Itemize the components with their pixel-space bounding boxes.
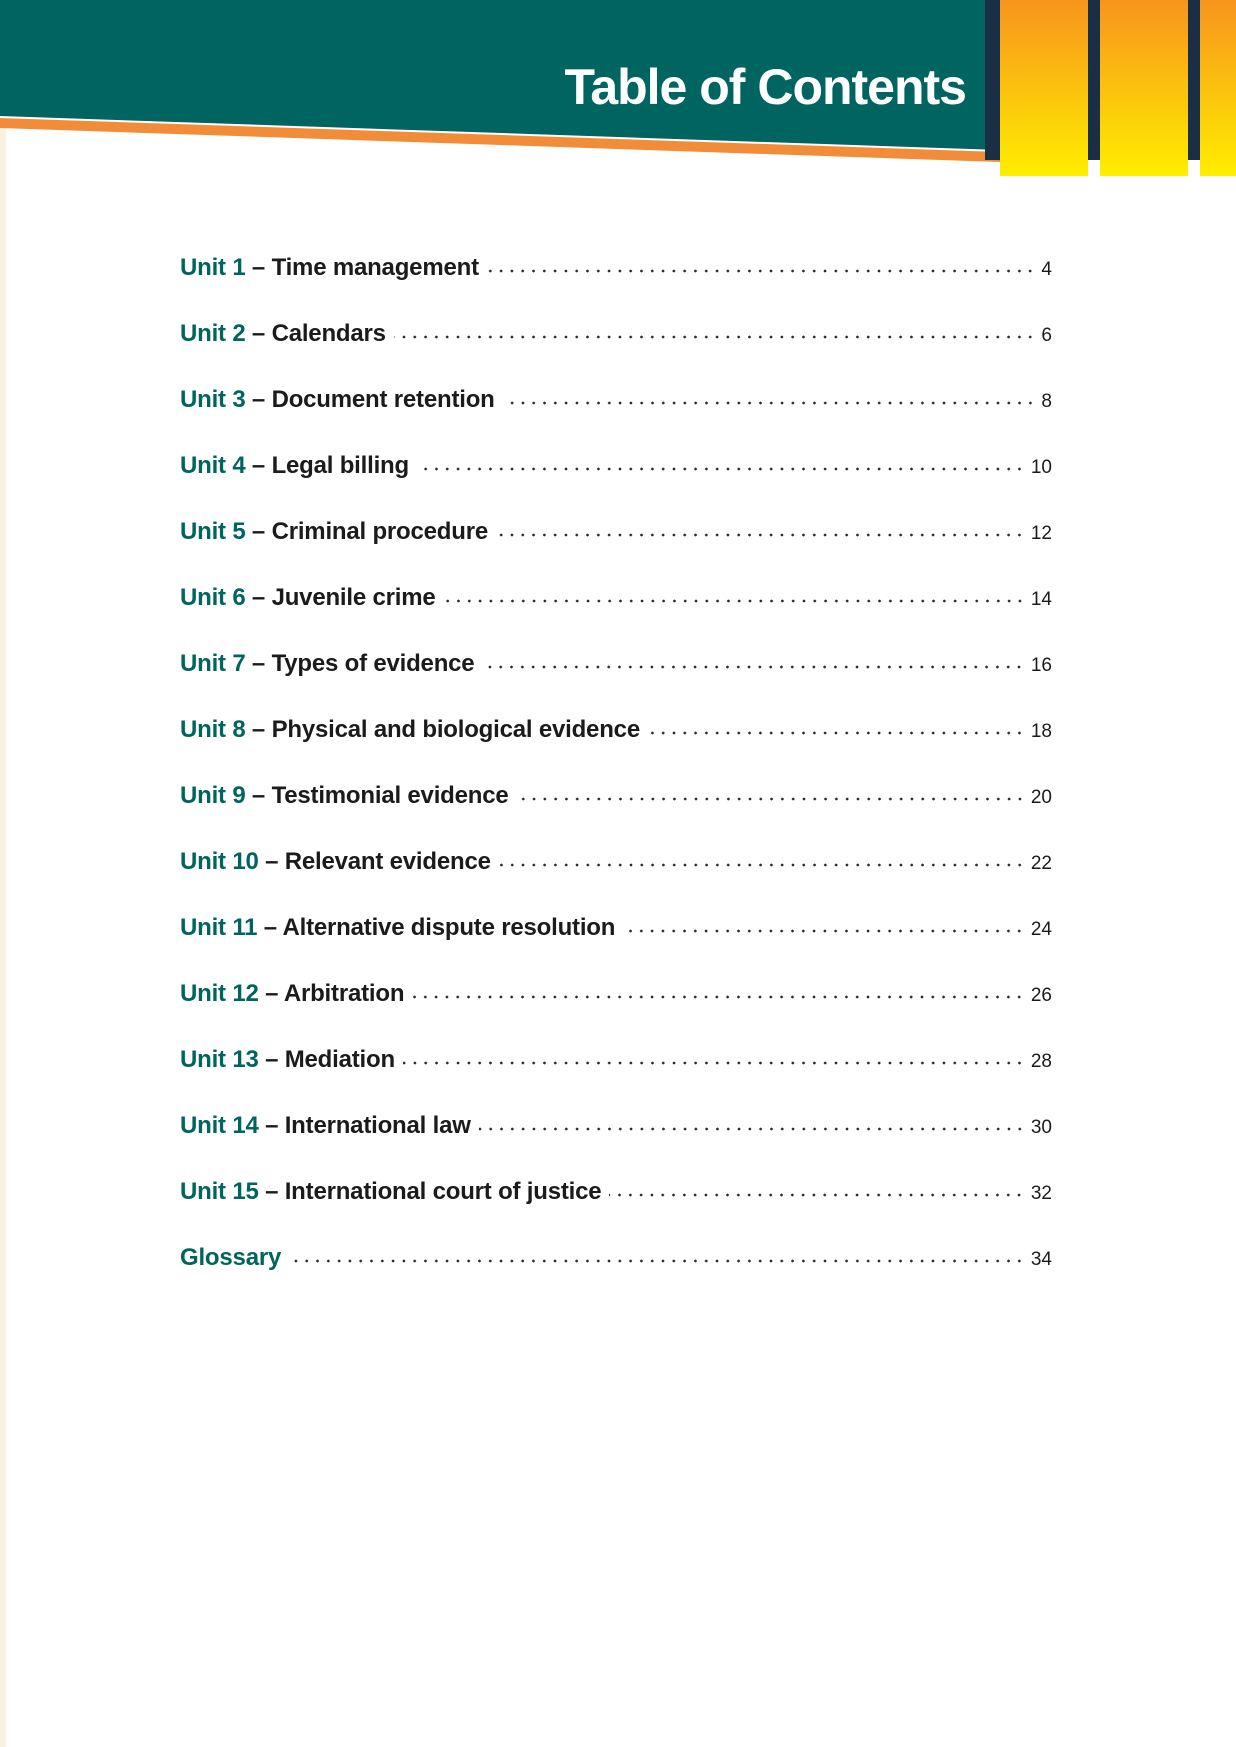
toc-entry-label	[180, 913, 615, 943]
toc-entry[interactable]	[180, 781, 1052, 847]
dot-leader	[609, 1193, 1024, 1197]
unit-title: Alternative dispute resolution	[282, 914, 616, 941]
toc-entry[interactable]	[180, 1177, 1052, 1243]
unit-separator: –	[258, 1112, 285, 1139]
unit-number: Unit 15	[180, 1178, 259, 1205]
toc-entry[interactable]	[180, 715, 1052, 781]
toc-entry[interactable]	[180, 253, 1052, 319]
toc-entry[interactable]	[180, 649, 1052, 715]
page-number: 8	[1041, 391, 1052, 412]
page-number: 22	[1030, 853, 1052, 874]
page-number: 34	[1030, 1249, 1052, 1270]
page-number: 26	[1030, 985, 1052, 1006]
dot-leader	[289, 1259, 1025, 1263]
page-number: 6	[1041, 325, 1052, 346]
page-title: Table of Contents	[564, 59, 966, 115]
dot-leader	[623, 929, 1025, 933]
toc-entry[interactable]	[180, 913, 1052, 979]
unit-separator: –	[258, 980, 284, 1007]
page-number: 4	[1041, 259, 1052, 280]
gold-stripe-3	[1200, 0, 1236, 176]
toc-entry-label	[180, 1045, 395, 1075]
table-of-contents	[180, 253, 1052, 1309]
unit-number: Glossary	[180, 1244, 282, 1271]
unit-title: Time management	[271, 254, 479, 281]
unit-separator: –	[257, 914, 283, 941]
toc-entry[interactable]	[180, 517, 1052, 583]
toc-entry[interactable]	[180, 847, 1052, 913]
page-number: 10	[1030, 457, 1052, 478]
toc-entry-label	[180, 1243, 281, 1273]
toc-entry[interactable]	[180, 583, 1052, 649]
dot-leader	[403, 1061, 1025, 1065]
unit-title: Criminal procedure	[271, 518, 489, 545]
unit-title: Mediation	[284, 1046, 395, 1073]
unit-number: Unit 6	[180, 584, 246, 611]
unit-number: Unit 14	[180, 1112, 259, 1139]
unit-title: Juvenile crime	[271, 584, 436, 611]
page-number: 30	[1030, 1117, 1052, 1138]
page-number: 20	[1030, 787, 1052, 808]
toc-entry[interactable]	[180, 979, 1052, 1045]
gold-stripe-1	[1000, 0, 1088, 176]
unit-number: Unit 11	[180, 914, 258, 941]
dot-leader	[482, 665, 1024, 669]
toc-entry-label	[180, 451, 409, 481]
page-number: 14	[1030, 589, 1052, 610]
toc-entry-label	[180, 1177, 601, 1207]
toc-entry[interactable]	[180, 1243, 1052, 1309]
page-number: 18	[1030, 721, 1052, 742]
unit-separator: –	[258, 848, 285, 875]
toc-entry-label	[180, 319, 386, 349]
dot-leader	[499, 863, 1025, 867]
unit-number: Unit 12	[180, 980, 259, 1007]
unit-number: Unit 3	[180, 386, 246, 413]
dot-leader	[394, 335, 1036, 339]
dot-leader	[648, 731, 1025, 735]
unit-separator: –	[245, 386, 272, 413]
toc-entry-label	[180, 517, 488, 547]
toc-entry-label	[180, 847, 491, 877]
unit-separator: –	[245, 254, 272, 281]
unit-separator: –	[245, 518, 272, 545]
dot-leader	[517, 797, 1025, 801]
unit-title: Legal billing	[271, 452, 409, 479]
dot-leader	[487, 269, 1036, 273]
toc-entry-label	[180, 715, 640, 745]
dot-leader	[412, 995, 1025, 999]
unit-separator: –	[245, 452, 272, 479]
dot-leader	[479, 1127, 1025, 1131]
toc-entry-label	[180, 649, 474, 679]
dot-leader	[503, 401, 1036, 405]
toc-entry[interactable]	[180, 451, 1052, 517]
toc-entry-label	[180, 781, 509, 811]
unit-separator: –	[245, 650, 272, 677]
toc-entry[interactable]	[180, 1111, 1052, 1177]
toc-entry-label	[180, 979, 404, 1009]
unit-number: Unit 10	[180, 848, 259, 875]
unit-separator: –	[245, 716, 272, 743]
toc-entry[interactable]	[180, 319, 1052, 385]
unit-separator: –	[258, 1046, 285, 1073]
unit-title: Arbitration	[283, 980, 405, 1007]
gold-stripe-2	[1100, 0, 1188, 176]
unit-title: International law	[284, 1112, 471, 1139]
toc-entry[interactable]	[180, 1045, 1052, 1111]
unit-title: Physical and biological evidence	[271, 716, 640, 743]
dot-leader	[417, 467, 1025, 471]
unit-number: Unit 13	[180, 1046, 259, 1073]
unit-number: Unit 4	[180, 452, 246, 479]
unit-title: Calendars	[271, 320, 386, 347]
unit-number: Unit 9	[180, 782, 246, 809]
dot-leader	[444, 599, 1025, 603]
unit-title: International court of justice	[284, 1178, 602, 1205]
toc-entry-label	[180, 385, 495, 415]
unit-number: Unit 7	[180, 650, 246, 677]
unit-title: Testimonial evidence	[271, 782, 509, 809]
unit-number: Unit 2	[180, 320, 246, 347]
unit-separator: –	[245, 782, 272, 809]
unit-separator: –	[258, 1178, 285, 1205]
page-number: 16	[1030, 655, 1052, 676]
page-number: 32	[1030, 1183, 1052, 1204]
page-number: 24	[1030, 919, 1052, 940]
unit-number: Unit 1	[180, 254, 246, 281]
page-number: 28	[1030, 1051, 1052, 1072]
toc-entry[interactable]	[180, 385, 1052, 451]
toc-entry-label	[180, 1111, 471, 1141]
unit-number: Unit 5	[180, 518, 246, 545]
toc-entry-label	[180, 253, 479, 283]
dot-leader	[496, 533, 1025, 537]
unit-separator: –	[245, 320, 272, 347]
unit-number: Unit 8	[180, 716, 246, 743]
unit-title: Types of evidence	[271, 650, 475, 677]
unit-title: Relevant evidence	[284, 848, 491, 875]
page-edge-shade	[0, 120, 6, 1747]
header-banner	[0, 0, 1236, 180]
unit-separator: –	[245, 584, 272, 611]
unit-title: Document retention	[271, 386, 495, 413]
toc-entry-label	[180, 583, 436, 613]
page-number: 12	[1030, 523, 1052, 544]
